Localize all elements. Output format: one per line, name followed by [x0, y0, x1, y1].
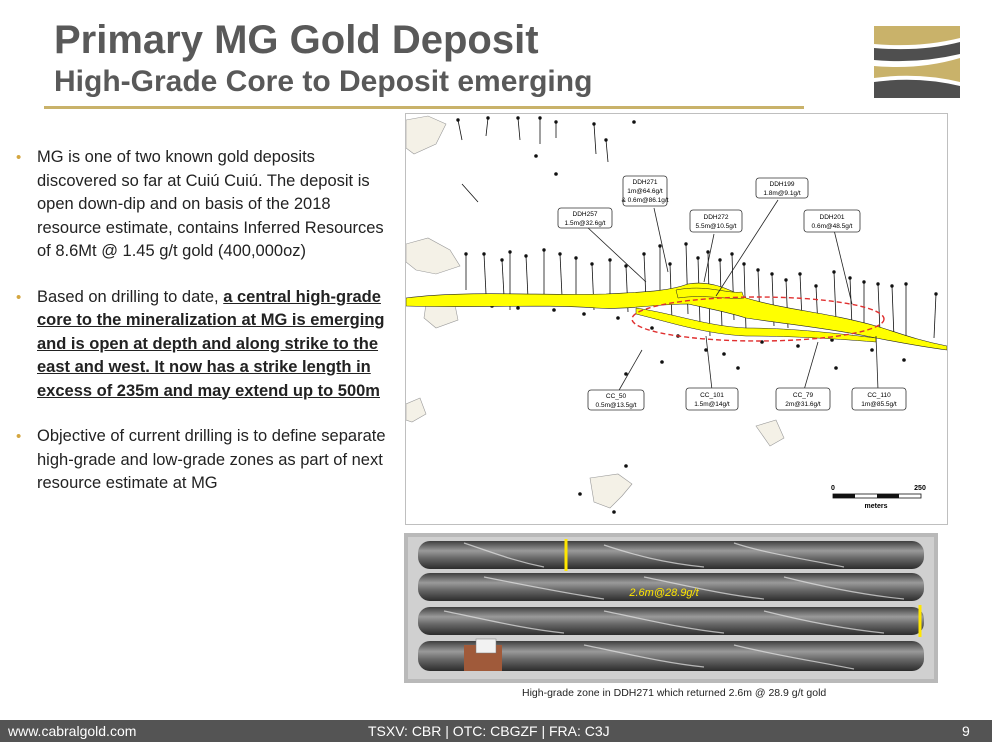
map-label-value: 1.5m@32.6g/t — [564, 220, 606, 227]
core-photo-caption: High-grade zone in DDH271 which returned 2.6m @ 28.9 g/t gold — [522, 687, 827, 699]
bullet-marker: • — [16, 149, 22, 166]
map-label-hole: DDH201 — [819, 214, 845, 221]
slide-subtitle: High-Grade Core to Deposit emerging — [54, 65, 593, 98]
map-label — [621, 176, 668, 206]
map-label-value: 1m@85.5g/t — [861, 401, 897, 408]
bullet-item — [16, 146, 388, 264]
map-label-hole: DDH257 — [572, 211, 598, 218]
map-label-hole: DDH271 — [632, 179, 658, 186]
bullet-bold-text: a central high-grade core to the mineralization at MG is emerging and is open at depth and along strike to the east and west. It now has a strike length in excess of 235m and may extend up to 500m — [37, 287, 385, 400]
footer-bar — [0, 720, 992, 742]
scale-max: 250 — [914, 485, 926, 492]
drill-map — [405, 113, 948, 525]
map-label-value: 1m@64.6g/t — [627, 188, 663, 195]
map-label-hole: CC_101 — [700, 392, 724, 399]
map-label-hole: CC_79 — [792, 392, 814, 399]
bullet-text: Based on drilling to date, — [37, 287, 224, 306]
map-label — [852, 388, 906, 410]
bullet-text: MG is one of two known gold deposits discovered so far at Cuiú Cuiú. The deposit is open down-dip and on basis of the 2018 resource estimate, contains Inferred Resources of 8.6Mt @ 1.45 g/t gold (400,000oz) — [37, 148, 384, 260]
scale-zero: 0 — [831, 485, 835, 492]
bullet-text: Objective of current drilling is to define separate high-grade and low-grade zones as part of next resource estimate at MG — [37, 427, 386, 492]
map-label-hole: DDH199 — [769, 181, 795, 188]
core-photo — [404, 533, 938, 683]
map-label-value: 5.5m@10.5g/t — [695, 223, 737, 230]
map-label-value: & 0.6m@86.1g/t — [621, 197, 669, 204]
scale-unit: meters — [864, 503, 888, 510]
page-number: 9 — [962, 723, 970, 739]
core-intercept-label: 2.6m@28.9g/t — [629, 587, 699, 599]
footer-tickers: TSXV: CBR | OTC: CBGZF | FRA: C3J — [368, 723, 610, 739]
map-label — [690, 210, 742, 232]
bullet-list — [16, 146, 388, 518]
map-label — [776, 388, 830, 410]
map-label-value: 0.5m@13.5g/t — [595, 402, 637, 409]
map-label — [756, 178, 808, 198]
map-label — [686, 388, 738, 410]
map-label — [558, 208, 612, 228]
map-label — [588, 390, 644, 410]
bullet-item — [16, 425, 388, 496]
map-label-value: 1.5m@14g/t — [694, 401, 730, 408]
footer-website: www.cabralgold.com — [8, 723, 137, 739]
map-label — [804, 210, 860, 232]
map-label-value: 2m@31.6g/t — [785, 401, 821, 408]
bullet-item — [16, 286, 388, 404]
cabral-logo-icon — [872, 22, 962, 100]
bullet-marker: • — [16, 288, 22, 306]
title-underline — [44, 106, 804, 109]
bullet-marker: • — [16, 428, 22, 445]
map-label-value: 1.8m@9.1g/t — [763, 190, 801, 197]
slide-title: Primary MG Gold Deposit — [54, 18, 539, 62]
map-label-hole: CC_110 — [867, 392, 891, 399]
map-label-hole: CC_50 — [605, 393, 627, 400]
map-label-value: 0.6m@48.5g/t — [811, 223, 853, 230]
map-label-hole: DDH272 — [703, 214, 729, 221]
